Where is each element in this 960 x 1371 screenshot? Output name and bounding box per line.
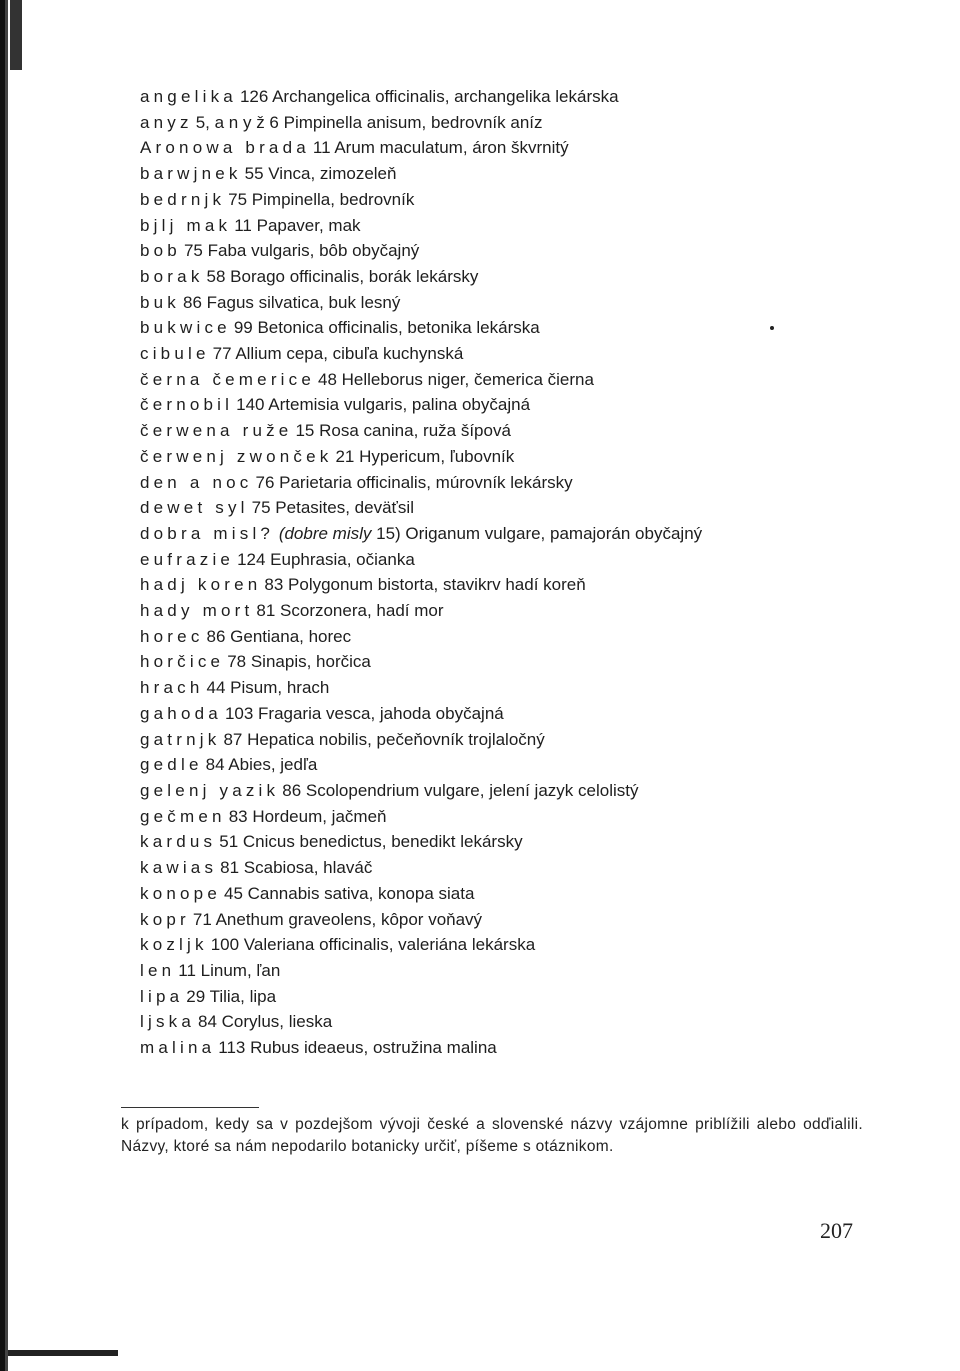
entry-details: 58 Borago officinalis, borák lekársky: [206, 266, 479, 286]
plant-name-list: [140, 84, 860, 1061]
entry-details: 55 Vinca, zimozeleň: [244, 164, 397, 184]
list-entry: [140, 367, 860, 393]
entry-details: 103 Fragaria vesca, jahoda obyčajná: [224, 703, 504, 723]
entry-details: 83 Polygonum bistorta, stavikrv hadí koreň: [264, 575, 586, 595]
list-entry: [140, 495, 860, 521]
list-entry: [140, 418, 860, 444]
list-entry: [140, 829, 860, 855]
entry-details: 124 Euphrasia, očianka: [237, 549, 415, 569]
entry-details: 29 Tilia, lipa: [186, 986, 277, 1006]
list-entry: [140, 187, 860, 213]
list-entry: [140, 521, 860, 547]
entry-old-name: horec: [140, 626, 204, 646]
entry-old-name: čerwenj zwonček: [140, 446, 333, 466]
list-entry: [140, 675, 860, 701]
entry-old-name: cibule: [140, 344, 210, 364]
entry-details: 75 Pimpinella, bedrovník: [228, 189, 415, 209]
entry-old-name: malina: [140, 1038, 216, 1058]
entry-old-name: den a noc: [140, 472, 253, 492]
entry-old-name: len: [140, 960, 176, 980]
entry-details: 48 Helleborus niger, čemerica čierna: [318, 369, 594, 389]
entry-details: 15 Rosa canina, ruža šípová: [295, 421, 511, 441]
entry-old-name: kozljk: [140, 935, 208, 955]
entry-details: 75 Petasites, deväťsil: [251, 498, 414, 518]
entry-old-name: hrach: [140, 678, 204, 698]
entry-old-name: bob: [140, 241, 181, 261]
list-entry: [140, 727, 860, 753]
footnote: k prípadom, kedy sa v pozdejšom vývoji české a slovenské názvy vzájomne priblížili alebo odďialili. Názvy, ktoré sa nám nepodarilo botanicky určiť, píšeme s otáznikom.: [121, 1116, 863, 1155]
entry-details: 113 Rubus ideaeus, ostružina malina: [218, 1038, 497, 1058]
list-entry: [140, 290, 860, 316]
entry-old-name: borak: [140, 266, 204, 286]
list-entry: [140, 649, 860, 675]
list-entry: [140, 624, 860, 650]
entry-old-name: kawias: [140, 858, 218, 878]
list-entry: [140, 238, 860, 264]
entry-details: 126 Archangelica officinalis, archangelika lekárska: [239, 87, 619, 106]
entry-old-name: gečmen: [140, 806, 226, 826]
list-entry: [140, 984, 860, 1010]
entry-old-name: hady mort: [140, 601, 254, 621]
scan-left-edge: [0, 0, 8, 1371]
entry-variant-name: (dobre misly: [278, 523, 372, 543]
list-entry: [140, 84, 860, 110]
entry-old-name: kardus: [140, 832, 217, 852]
list-entry: [140, 444, 860, 470]
entry-details: 86 Scolopendrium vulgare, jelení jazyk celolistý: [282, 780, 639, 800]
entry-old-name: eufrazie: [140, 549, 235, 569]
entry-details: 81 Scorzonera, hadí mor: [256, 601, 444, 621]
list-entry: [140, 161, 860, 187]
entry-old-name: černa čemerice: [140, 369, 316, 389]
list-entry: [140, 341, 860, 367]
list-entry: [140, 907, 860, 933]
entry-old-name: gatrnjk: [140, 729, 221, 749]
entry-old-name: horčice: [140, 652, 225, 672]
entry-details: 84 Corylus, lieska: [198, 1012, 333, 1032]
list-entry: [140, 110, 860, 136]
list-entry: [140, 752, 860, 778]
list-entry: [140, 264, 860, 290]
entry-details: 78 Sinapis, horčica: [227, 652, 371, 672]
list-entry: [140, 392, 860, 418]
list-entry: [140, 932, 860, 958]
entry-details: 71 Anethum graveolens, kôpor voňavý: [192, 909, 483, 929]
entry-old-name: bedrnjk: [140, 189, 226, 209]
list-entry: [140, 804, 860, 830]
entry-details: 84 Abies, jedľa: [205, 755, 318, 775]
scan-edge-mark: [10, 0, 22, 70]
entry-details: 15) Origanum vulgare, pamajorán obyčajný: [376, 523, 703, 543]
list-entry: [140, 1009, 860, 1035]
entry-old-name: bukwice: [140, 318, 231, 338]
footnote-rule: [121, 1107, 259, 1108]
page-number: 207: [820, 1218, 853, 1243]
entry-details: 87 Hepatica nobilis, pečeňovník trojlaločný: [223, 729, 545, 749]
list-entry: [140, 547, 860, 573]
entry-details: 77 Allium cepa, cibuľa kuchynská: [212, 344, 464, 364]
list-entry: [140, 881, 860, 907]
entry-old-name: konope: [140, 883, 221, 903]
entry-old-name: čerwena ruže: [140, 421, 293, 441]
entry-old-name: kopr: [140, 909, 190, 929]
entry-details: 86 Fagus silvatica, buk lesný: [183, 292, 401, 312]
list-entry: [140, 135, 860, 161]
entry-details: 83 Hordeum, jačmeň: [228, 806, 387, 826]
list-entry: [140, 598, 860, 624]
entry-details: 99 Betonica officinalis, betonika lekárska: [233, 318, 540, 338]
entry-old-name: buk: [140, 292, 181, 312]
entry-details: 11 Papaver, mak: [234, 215, 361, 235]
list-entry: [140, 213, 860, 239]
entry-details: 100 Valeriana officinalis, valeriána lekárska: [210, 935, 536, 955]
entry-old-name: hadj koren: [140, 575, 262, 595]
entry-details: 75 Faba vulgaris, bôb obyčajný: [183, 241, 420, 261]
scan-bottom-edge: [8, 1350, 118, 1356]
entry-old-name: gahoda: [140, 703, 222, 723]
entry-details: 21 Hypericum, ľubovník: [335, 446, 515, 466]
entry-details: 5, a n y ž 6 Pimpinella anisum, bedrovník aníz: [195, 112, 543, 132]
entry-old-name: anyz: [140, 112, 193, 132]
list-entry: [140, 778, 860, 804]
entry-details: 44 Pisum, hrach: [206, 678, 330, 698]
entry-details: 76 Parietaria officinalis, múrovník lekársky: [255, 472, 573, 492]
list-entry: [140, 958, 860, 984]
entry-old-name: bjlj mak: [140, 215, 232, 235]
entry-details: 86 Gentiana, horec: [206, 626, 352, 646]
list-entry: [140, 470, 860, 496]
list-entry: [140, 855, 860, 881]
entry-details: 140 Artemisia vulgaris, palina obyčajná: [236, 395, 531, 415]
entry-old-name: černobil: [140, 395, 234, 415]
entry-old-name: barwjnek: [140, 164, 242, 184]
entry-old-name: ljska: [140, 1012, 196, 1032]
entry-old-name: dewet syl: [140, 498, 249, 518]
list-entry: [140, 572, 860, 598]
entry-old-name: Aronowa brada: [140, 138, 310, 158]
entry-old-name: lipa: [140, 986, 184, 1006]
entry-old-name: dobra misl?: [140, 523, 275, 543]
entry-details: 11 Linum, ľan: [178, 960, 281, 980]
entry-old-name: angelika: [140, 87, 237, 106]
entry-details: 51 Cnicus benedictus, benedikt lekársky: [219, 832, 523, 852]
list-entry: [140, 701, 860, 727]
list-entry: [140, 1035, 860, 1061]
list-entry: [140, 315, 860, 341]
entry-old-name: gedle: [140, 755, 203, 775]
entry-details: 11 Arum maculatum, áron škvrnitý: [312, 138, 569, 158]
entry-details: 81 Scabiosa, hlaváč: [220, 858, 373, 878]
entry-details: 45 Cannabis sativa, konopa siata: [223, 883, 475, 903]
entry-old-name: gelenj yazik: [140, 780, 280, 800]
